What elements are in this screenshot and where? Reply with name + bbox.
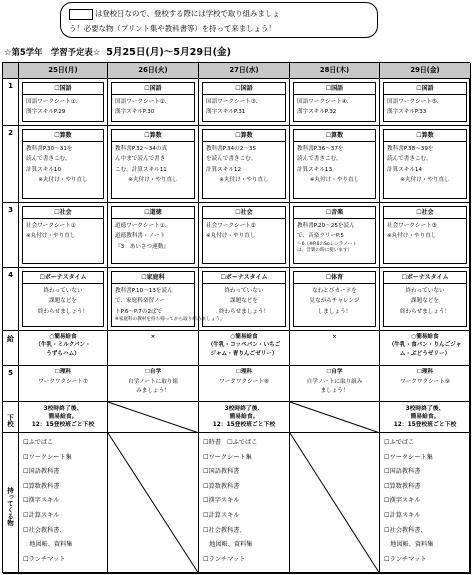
bring-item: ☐計算スキル (203, 511, 240, 519)
lesson-line: 教科書P.32～34の真 (115, 146, 168, 152)
p4-cell (108, 268, 225, 331)
lesson-line: 読んで書きこむ。 (387, 156, 432, 163)
lunch-line: × (332, 334, 337, 340)
lesson-line: 国語ワークシート①、 (26, 99, 82, 105)
lesson-line: 国語ワークシート②、 (115, 99, 171, 105)
p4-cell (380, 268, 471, 331)
dismiss-cell (290, 402, 380, 433)
lunch-cell (290, 331, 380, 366)
lesson-box (383, 82, 467, 122)
no-school-slash (290, 433, 380, 574)
lesson-line: 計算スキル10 (26, 166, 62, 173)
lesson-line: 見ながらチャレンジ (309, 298, 360, 305)
row-label-dismiss: 下校 (3, 402, 19, 433)
lesson-box (111, 206, 195, 264)
p5-cell (108, 366, 199, 402)
p3-cell (199, 203, 290, 268)
bring-item: ☐ランチマット (384, 555, 427, 563)
lesson-line: 『3 あいさつ運動』 (115, 243, 169, 250)
dismiss-line: 3校時終了後、 (224, 406, 264, 412)
bring-item: 地図帳、資料集 (203, 541, 253, 549)
bring-item: ☐ランチマット (203, 555, 246, 563)
p3-cell (19, 203, 108, 268)
lunch-line: うずらハム） (46, 350, 80, 357)
lesson-line: 読んで書きこむ。 (297, 156, 342, 163)
lesson-line: 国語ワークシート③、 (206, 99, 262, 105)
row-label-p4: 4 (3, 268, 19, 331)
lesson-line: ※丸付け・やり直し (128, 177, 178, 184)
subject-label: ☐自学 (326, 369, 343, 375)
bring-item: ☐算数教科書 (384, 482, 421, 490)
lesson-box (383, 271, 467, 327)
lesson-line: 計算スキル14 (387, 166, 423, 173)
lesson-line: 自学ノートに取り組み (306, 378, 363, 385)
lesson-box (202, 129, 286, 199)
bring-item: ☐ワークシート集 (203, 453, 252, 461)
dismiss-line: 簡易給食。 (48, 414, 78, 421)
subject-label: ☐理科 (416, 369, 434, 375)
row-label-p1: 1 (3, 79, 19, 126)
schedule-table (2, 62, 470, 573)
p2-cell (199, 126, 290, 203)
lesson-line: 課題などを (411, 298, 439, 305)
p4-cell (290, 268, 380, 331)
p1-cell (380, 79, 471, 126)
subject-label: ☐ボーナスタイム (384, 272, 466, 284)
p5-cell (290, 366, 380, 402)
lesson-line: ～6（※P.6のSoレシラノート (297, 241, 357, 247)
lesson-line: 課題などを (49, 298, 77, 305)
subject-label: ☐社会 (203, 207, 285, 219)
p4-cell (199, 268, 290, 331)
lesson-line: 道徳ワークシート①、 (115, 223, 171, 229)
dismiss-line: 簡易給食。 (229, 414, 259, 421)
lunch-line: ジャム・青りんごゼリー） (210, 350, 278, 357)
bring-item: ☐算数教科書 (203, 482, 240, 490)
dismiss-cell (108, 402, 199, 433)
lunch-cell (108, 331, 199, 366)
lesson-line: ましょう！ (320, 388, 349, 394)
bring-item: 地図帳、資料集 (384, 541, 434, 549)
lesson-line: 終わっていない (224, 288, 264, 294)
bring-item: ☐算数教科書 (23, 482, 60, 490)
subject-label: ☐自学 (144, 369, 162, 375)
day-header: 25日(月) (19, 63, 108, 79)
p2-cell (108, 126, 199, 203)
subject-label: ☐ボーナスタイム (23, 272, 103, 284)
lesson-line: こむ。計算スキル11 (115, 166, 167, 173)
lesson-line: 終わっていない (43, 288, 83, 294)
lesson-line: は、音楽の時に使います） (297, 248, 353, 254)
lesson-line: 漢字スキルP.30 (115, 109, 155, 116)
bring-item: ☐社会教科書、 (384, 526, 427, 534)
lunch-line: （牛乳・ミルクパン・ (35, 342, 91, 349)
p4-cell (19, 268, 108, 331)
subject-label: ☐国語 (112, 83, 194, 95)
dismiss-cell (199, 402, 290, 433)
lunch-line: × (150, 334, 156, 340)
p1-cell (199, 79, 290, 126)
dismiss-line: 12：15登校班ごと下校 (31, 422, 95, 429)
lesson-line: 終わらせましょう！ (218, 308, 270, 315)
subject-label: ☐理科 (235, 369, 253, 375)
dismiss-line: 12：15登校班ごと下校 (212, 422, 276, 429)
lesson-line: 国語ワークシート⑤、 (387, 99, 443, 105)
bring-item: ☐社会教科書、 (23, 526, 66, 534)
bring-cell (380, 433, 471, 574)
lesson-box (293, 129, 376, 199)
lesson-line: 社会ワークシート③ (387, 223, 437, 229)
blank-box (69, 9, 93, 20)
schedule-title: ☆第5学年 学習予定表☆ (4, 47, 101, 57)
lesson-line: みましょう！ (136, 388, 170, 394)
p1-cell (290, 79, 380, 126)
bring-item: ☐漢字スキル (203, 497, 240, 505)
subject-label: ☐道徳 (112, 207, 194, 219)
bring-item: 地図帳、資料集 (23, 541, 73, 549)
lunch-cell (19, 331, 108, 366)
lesson-box (202, 271, 286, 327)
lesson-box (22, 82, 104, 122)
header-corner (3, 63, 19, 79)
lunch-line: ○簡易給食 (230, 334, 258, 340)
lesson-line: ワークワクシート⑦ (38, 378, 88, 385)
bring-cell (19, 433, 108, 574)
lesson-line: 教科書P.36～37を (297, 146, 344, 152)
lesson-line: で、家庭科楽習ノー (115, 298, 166, 305)
schedule-dates: 5月25日(月)～5月29日(金) (106, 47, 231, 58)
slash-line (290, 402, 380, 433)
slash-line (108, 433, 199, 574)
row-label-bring: 持ってくる物 (3, 433, 19, 574)
lesson-line: 課題などを (230, 298, 258, 305)
lesson-line: ※丸付け・やり直し (206, 233, 256, 240)
dismiss-cell (19, 402, 108, 433)
bring-item: ☐ワークシート集 (384, 453, 433, 461)
day-header: 27日(水) (199, 63, 290, 79)
no-school-slash (108, 433, 199, 574)
lesson-line: で、音楽ラリーP.5 (297, 233, 344, 240)
slash-line (108, 402, 199, 433)
subject-label: ☐国語 (384, 83, 466, 95)
subject-label: ☐算数 (384, 130, 466, 142)
lesson-line: なわとびカードを (312, 288, 357, 294)
slash-line (290, 433, 380, 574)
bring-item: ☐漢字スキル (23, 497, 60, 505)
lesson-line: ※丸付け・やり直し (387, 233, 437, 240)
lesson-box (111, 82, 195, 122)
lesson-line: ん中まで読んで書き (115, 156, 166, 163)
lesson-line: 読んで書きこむ。 (26, 156, 71, 163)
lesson-line: 教科書P.10～13を読ん (115, 288, 173, 294)
row-label-p5: 5 (3, 366, 19, 402)
lunch-line: （牛乳・コッペパン・いちご (207, 342, 281, 349)
lunch-line: ○簡易給食 (49, 334, 77, 340)
lesson-box (111, 129, 195, 199)
lesson-box (22, 129, 104, 199)
subject-label: ☐算数 (112, 130, 194, 142)
dismiss-line: 12：15登校班ごと下校 (393, 422, 457, 429)
lesson-box (293, 271, 376, 327)
lesson-line: ※丸付け・やり直し (309, 177, 360, 184)
lunch-cell (380, 331, 471, 366)
p1-cell (19, 79, 108, 126)
lesson-box (383, 206, 467, 264)
lesson-line: 道徳教科書・ノート (115, 233, 166, 240)
bring-cell (290, 433, 380, 574)
lesson-line: 終わらせましょう！ (37, 308, 89, 315)
bring-item: ☐ふでばこ (23, 439, 54, 446)
notice-line-1 (69, 6, 369, 21)
day-header: 29日(金) (380, 63, 471, 79)
lesson-line: 国語ワークシート④、 (297, 99, 353, 105)
subject-label: ☐国語 (294, 83, 375, 95)
lunch-cell (199, 331, 290, 366)
lesson-line: 終わっていない (405, 288, 445, 294)
lesson-line: トP.6～P.7の2ぱで (115, 308, 163, 315)
lesson-line: 漢字スキルP.33 (387, 109, 427, 116)
bring-cell (199, 433, 290, 574)
lesson-line: 社会ワークシート② (206, 223, 256, 229)
p5-cell (19, 366, 108, 402)
lesson-line: ワークワクシート⑨ (400, 378, 450, 385)
bring-item: ☐国語教科書 (203, 468, 240, 476)
lesson-line: 漢字スキルP.32 (297, 109, 337, 116)
p2-cell (380, 126, 471, 203)
row-label-lunch: 給 (3, 331, 19, 366)
lesson-box (202, 82, 286, 122)
dismiss-line: 3校時終了後、 (405, 406, 445, 412)
lesson-line: 社会ワークシート① (26, 223, 76, 229)
bring-item: ☐漢字スキル (384, 497, 421, 505)
notice-box (60, 2, 378, 38)
dismiss-line: 3校時終了後、 (43, 406, 83, 412)
lesson-box (111, 271, 225, 327)
p2-cell (290, 126, 380, 203)
p2-cell (19, 126, 108, 203)
bring-cell (108, 433, 199, 574)
bring-item: ☐計算スキル (384, 511, 421, 519)
lesson-line: 漢字スキルP.29 (26, 109, 66, 116)
p1-cell (108, 79, 199, 126)
lesson-line: 計算スキル13 (297, 166, 333, 173)
row-label-p3: 3 (3, 203, 19, 268)
subject-label: ☐家庭科 (112, 272, 194, 284)
lesson-line: 教科書P.34の2～35 (206, 146, 257, 152)
bring-item: ☐ふでばこ (384, 439, 415, 446)
notice-text-1: は登校日なので、登校する際には学校で取り組みましょ (95, 9, 280, 18)
subject-label: ☐国語 (23, 83, 103, 95)
bring-item: ☐社会教科書、 (203, 526, 246, 534)
subject-label: ☐社会 (23, 207, 103, 219)
bring-item: ☐国語教科書 (23, 468, 60, 476)
lesson-line: 終わらせましょう！ (399, 308, 451, 315)
subject-label: ☐国語 (203, 83, 285, 95)
lesson-line: ※丸付け・やり直し (400, 177, 450, 184)
no-school-slash (108, 402, 199, 433)
lesson-box (383, 129, 467, 199)
row-label-p2: 2 (3, 126, 19, 203)
subject-label: ☐体育 (294, 272, 375, 284)
lesson-box (293, 82, 376, 122)
lesson-box (293, 206, 376, 264)
subject-label: ☐算数 (294, 130, 375, 142)
p5-cell (380, 366, 471, 402)
lunch-line: ○簡易給食 (411, 334, 439, 340)
lesson-line: ※丸付け・やり直し (38, 177, 88, 184)
bring-item: ☐時書 ☐ふでばこ (203, 439, 258, 446)
dismiss-line: 簡易給食。 (410, 414, 440, 421)
lunch-line: （牛乳・食パン・りんごジャ (388, 342, 462, 349)
lesson-line: ワークワクシート⑧ (219, 378, 269, 385)
bring-item: ☐ワークシート集 (23, 453, 72, 461)
lesson-line: 教科書P.30～31を (26, 146, 73, 152)
lesson-box (202, 206, 286, 264)
lesson-line: 教科書P.38～39を (387, 146, 434, 152)
p5-cell (199, 366, 290, 402)
subject-label: ☐算数 (203, 130, 285, 142)
p3-cell (380, 203, 471, 268)
lesson-line: ※丸付け・やり直し (26, 233, 76, 240)
lesson-line: しましょう！ (317, 308, 352, 315)
lesson-line: 計算スキル12 (206, 166, 242, 173)
page-title (4, 44, 464, 58)
lesson-line: を読んで書きこむ。 (206, 156, 257, 163)
notice-text-2: う！必要な物（プリント集や教科書等）を持って来ましょう！ (69, 24, 276, 33)
lesson-line: 教科書P.20～25を読ん (297, 223, 355, 229)
bring-item: ☐計算スキル (23, 511, 60, 519)
subject-label: ☐社会 (384, 207, 466, 219)
bring-item: ☐国語教科書 (384, 468, 421, 476)
lesson-line: ※家庭科の教材を持ち帰ってから取り組みましょう。 (115, 317, 225, 323)
day-header: 28日(木) (290, 63, 380, 79)
no-school-slash (290, 402, 380, 433)
day-header: 26日(火) (108, 63, 199, 79)
lesson-box (22, 206, 104, 264)
lunch-line: ム・ぶどうゼリー） (399, 350, 451, 357)
lesson-line: 漢字スキルP.31 (206, 109, 246, 116)
dismiss-cell (380, 402, 471, 433)
p3-cell (108, 203, 199, 268)
lesson-line: ※丸付け・やり直し (219, 177, 269, 184)
lesson-box (22, 271, 104, 327)
lesson-line: 自学ノートに取り組 (127, 378, 179, 385)
subject-label: ☐ボーナスタイム (203, 272, 285, 284)
subject-label: ☐音楽 (294, 207, 375, 219)
p3-cell (290, 203, 380, 268)
bring-item: ☐ランチマット (23, 555, 66, 563)
subject-label: ☐算数 (23, 130, 103, 142)
subject-label: ☐理科 (54, 369, 72, 375)
